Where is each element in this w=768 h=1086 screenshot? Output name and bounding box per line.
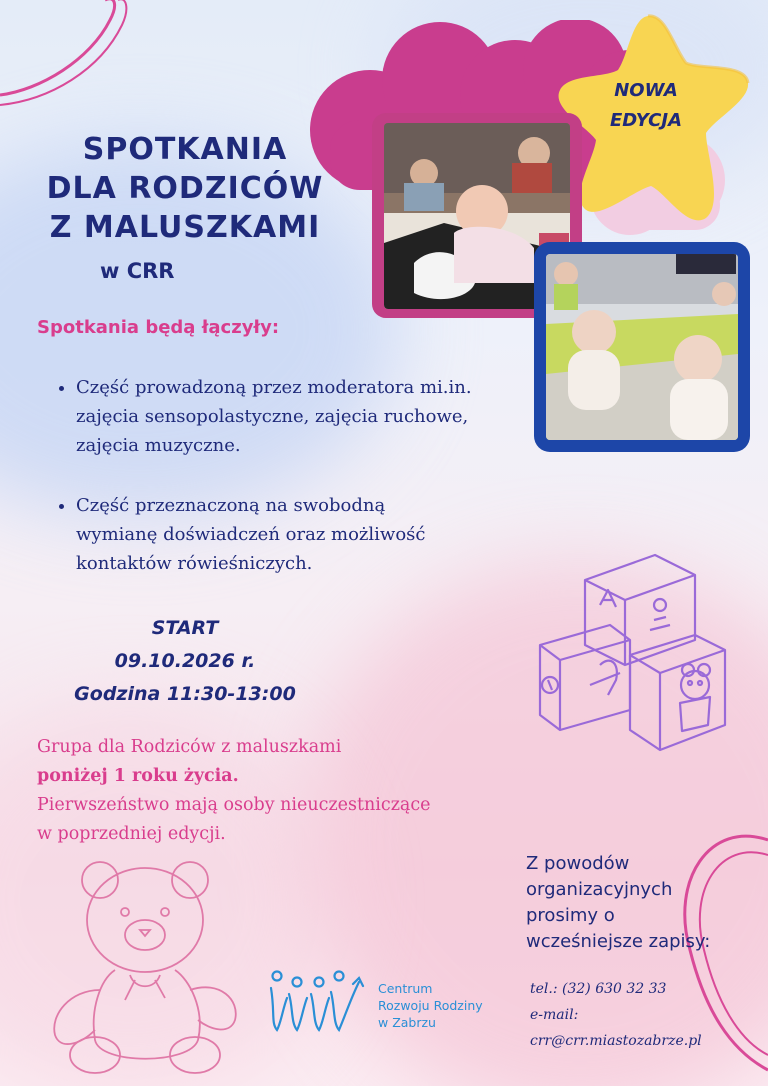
- badge-line: NOWA: [614, 80, 678, 101]
- contact-info: [530, 976, 702, 1054]
- list-item-line: zajęcia sensopolastyczne, zajęcia ruchowe,: [76, 406, 469, 427]
- group-line: Grupa dla Rodziców z maluszkami: [37, 737, 342, 757]
- subtitle: w CRR: [100, 259, 175, 283]
- registration-notice: [526, 851, 761, 955]
- list-item-line: • Część prowadzoną przez moderatora mi.in.: [76, 377, 472, 398]
- notice-line: Z powodów: [526, 853, 630, 874]
- group-line: w poprzedniej edycji.: [37, 824, 226, 844]
- email-address[interactable]: crr@crr.miastozabrze.pl: [530, 1033, 702, 1049]
- badge-line: EDYCJA: [609, 110, 683, 131]
- page-title: [30, 130, 340, 247]
- logo-line: w Zabrzu: [378, 1015, 436, 1030]
- notice-line: wcześniejsze zapisy:: [526, 931, 711, 952]
- email-label: e-mail:: [530, 1007, 579, 1023]
- title-line: Z MALUSZKAMI: [49, 210, 321, 245]
- list-item: [76, 373, 586, 460]
- list-item-line: • Część przeznaczoną na swobodną: [76, 495, 386, 516]
- new-edition-badge: [588, 76, 704, 136]
- list-item: [76, 491, 586, 578]
- logo-line: Rozwoju Rodziny: [378, 998, 483, 1013]
- notice-line: organizacyjnych: [526, 879, 673, 900]
- logo-line: Centrum: [378, 981, 433, 996]
- list-item-line: wymianę doświadczeń oraz możliwość: [76, 524, 426, 545]
- title-line: DLA RODZICÓW: [46, 171, 324, 206]
- start-date: 09.10.2026 r.: [114, 650, 256, 672]
- notice-line: prosimy o: [526, 905, 615, 926]
- crr-logo-text: [378, 980, 483, 1031]
- phone-number[interactable]: tel.: (32) 630 32 33: [530, 981, 667, 997]
- start-label: START: [151, 617, 219, 639]
- list-item-line: zajęcia muzyczne.: [76, 435, 241, 456]
- list-item-line: kontaktów rówieśniczych.: [76, 553, 313, 574]
- group-age-line: poniżej 1 roku życia.: [37, 766, 239, 786]
- title-line: SPOTKANIA: [82, 132, 288, 167]
- start-hours: Godzina 11:30-13:00: [74, 683, 296, 705]
- group-line: Pierwszeństwo mają osoby nieuczestniczące: [37, 795, 431, 815]
- swirl-line: [0, 0, 140, 110]
- teddy-bear-icon: [40, 850, 250, 1075]
- crr-logo-icon: [267, 968, 372, 1033]
- start-info: [40, 612, 330, 711]
- abc-blocks-icon: [530, 545, 735, 755]
- intro-heading: Spotkania będą łączyły:: [37, 317, 280, 338]
- group-info: [37, 733, 517, 849]
- activities-list: [50, 373, 586, 609]
